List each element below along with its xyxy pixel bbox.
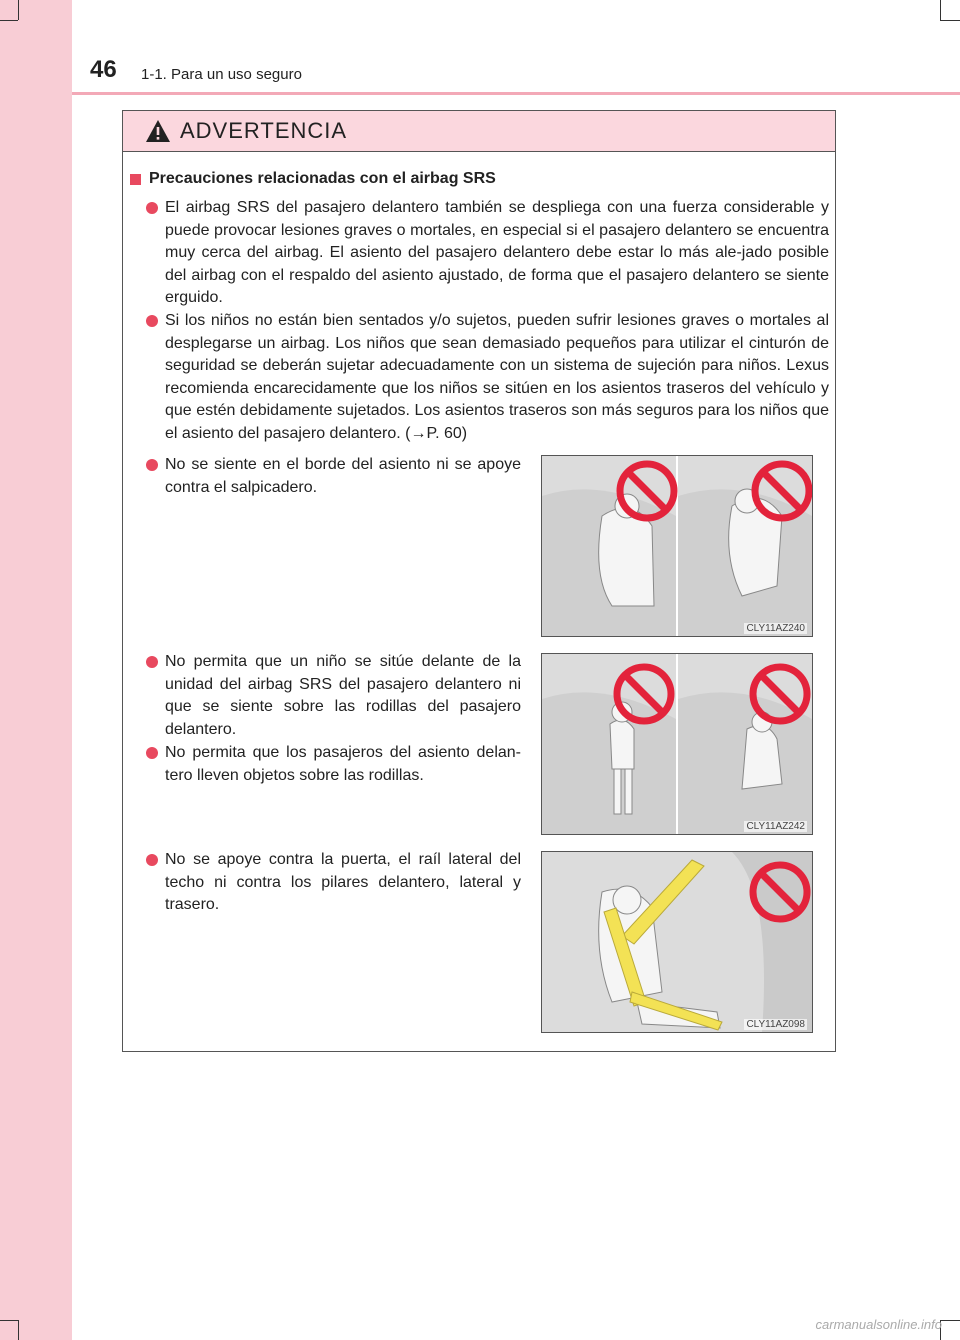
crop-mark: [18, 1320, 19, 1340]
crop-mark: [0, 20, 18, 21]
side-band: [0, 0, 72, 1340]
crop-mark: [940, 20, 960, 21]
sub-heading-text: Precauciones relacionadas con el airbag SRS: [149, 170, 496, 187]
crop-mark: [18, 0, 19, 20]
warning-paragraph: [165, 454, 521, 499]
illustration-leaning-door: [541, 851, 813, 1033]
warning-paragraph: [165, 651, 521, 741]
illustration-code: CLY11AZ240: [746, 623, 805, 634]
warning-header: [123, 111, 835, 152]
illustration-code: CLY11AZ098: [746, 1019, 805, 1030]
bullet-dot-icon: [146, 656, 158, 668]
bullet-dot-icon: [146, 854, 158, 866]
paragraph-text: Si los niños no están bien sentados y/o sujetos, pueden sufrir lesiones graves o mortales al desplegarse un airbag. Los niños que sean demasiado pequeños para utilizar el cinturón de seguridad se deberán sujetar adecuadamente con un sistema de sujeción para niños. Lexus recomienda encarecidamente que los niños se sitúen en los asientos traseros del vehículo y que estén debidamente sujetados. Los asientos traseros son más seguros para los niños que el asiento del pasajero delantero. (→P. 60): [165, 312, 829, 442]
paragraph-text: El airbag SRS del pasajero delantero también se despliega con una fuerza considerable y puede provocar lesiones graves o mortales, en especial si el pasajero delantero se encuentra muy cerca del airbag. El asiento del pasajero delantero debe estar lo más ale-jado posible del airbag con el respaldo del asiento ajustado, de forma que el pasajero delantero se siente erguido.: [165, 199, 829, 306]
page-number: 46: [90, 56, 117, 83]
sub-heading: [130, 170, 496, 188]
bullet-dot-icon: [146, 747, 158, 759]
paragraph-text: No permita que un niño se sitúe delante de la unidad del airbag SRS del pasajero delantero ni que se siente sobre las rodillas del pasajero delantero.: [165, 653, 521, 738]
crop-mark: [940, 0, 941, 20]
warning-title: ADVERTENCIA: [180, 118, 348, 143]
warning-box: [122, 110, 836, 1052]
bullet-dot-icon: [146, 202, 158, 214]
warning-paragraph: [165, 197, 829, 310]
header-rule: [72, 92, 960, 95]
bullet-dot-icon: [146, 459, 158, 471]
bullet-dot-icon: [146, 315, 158, 327]
illustration-code: CLY11AZ242: [746, 821, 805, 832]
warning-triangle-icon: [145, 119, 171, 143]
paragraph-text: No se siente en el borde del asiento ni se apoye contra el salpicadero.: [165, 456, 521, 496]
illustration-child-front: [541, 653, 813, 835]
crop-mark: [940, 1320, 960, 1321]
illustration-leaning-dashboard: [541, 455, 813, 637]
warning-paragraph: [165, 742, 521, 787]
warning-paragraph: [165, 849, 521, 917]
section-title: 1-1. Para un uso seguro: [141, 66, 302, 83]
warning-paragraph: [165, 310, 829, 445]
paragraph-text: No permita que los pasajeros del asiento delan-tero lleven objetos sobre las rodillas.: [165, 744, 521, 784]
crop-mark: [0, 1320, 18, 1321]
paragraph-text: No se apoye contra la puerta, el raíl lateral del techo ni contra los pilares delantero, lateral y trasero.: [165, 851, 521, 913]
footer-watermark: carmanualsonline.info: [815, 1317, 942, 1332]
square-bullet-icon: [130, 174, 141, 185]
